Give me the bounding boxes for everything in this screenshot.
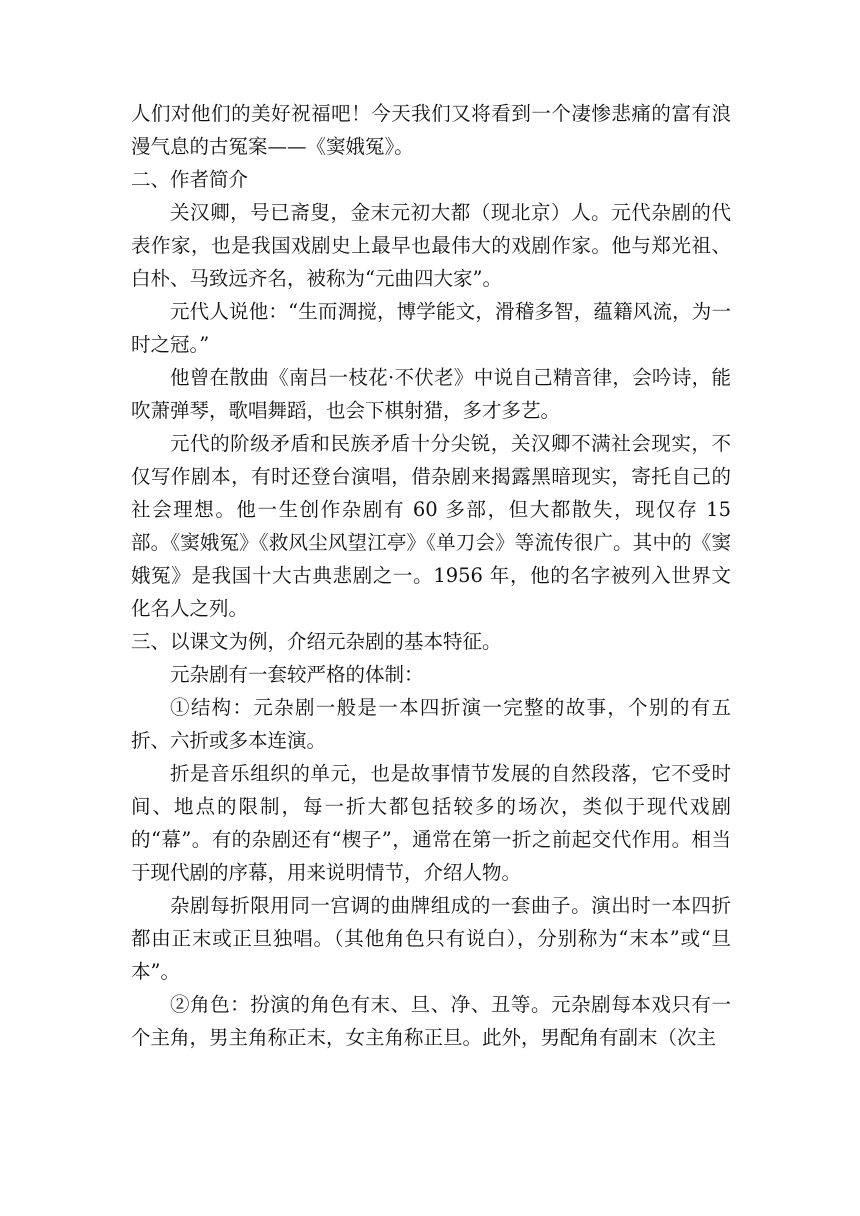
paragraph-system-intro: 元杂剧有一套较严格的体制： xyxy=(170,663,424,686)
section-heading-zaju: 三、以课文为例，介绍元杂剧的基本特征。 xyxy=(131,630,502,653)
paragraph-roles: ②角色：扮演的角色有末、旦、净、丑等。元杂剧每本戏只有一个主角，男主角称正末，女主角称正旦。此外，男配角有副末（次主 xyxy=(131,993,731,1049)
paragraph-contemporary-view: 元代人说他：“生而淍搅，博学能文，滑稽多智，蕴籍风流，为一时之冠。” xyxy=(131,300,731,356)
paragraph-structure: ①结构：元杂剧一般是一本四折演一完整的故事，个别的有五折、六折或多本连演。 xyxy=(131,696,731,752)
paragraph-intro-continuation: 人们对他们的美好祝福吧！今天我们又将看到一个凄惨悲痛的富有浪漫气息的古冤案——《窦娥冤》。 xyxy=(131,102,731,158)
paragraph-author-bio: 关汉卿，号已斋叟，金末元初大都（现北京）人。元代杂剧的代表作家，也是我国戏剧史上最早也最伟大的戏剧作家。他与郑光祖、白朴、马致远齐名，被称为“元曲四大家”。 xyxy=(131,201,731,290)
paragraph-works: 元代的阶级矛盾和民族矛盾十分尖锐，关汉卿不满社会现实，不仅写作剧本，有时还登台演唱，借杂剧来揭露黑暗现实，寄托自己的社会理想。他一生创作杂剧有 60 多部，但大都散失，现仅存 15 部。《窦娥冤》《救风尘风望江亭》《单刀会》等流传很广。其中的《窦娥冤》是我国十大古典悲剧之一。1956 年，他的名字被列入世界文化名人之列。 xyxy=(131,432,731,620)
document-body xyxy=(131,97,731,1054)
paragraph-singing: 杂剧每折限用同一宫调的曲牌组成的一套曲子。演出时一本四折都由正末或正旦独唱。（其他角色只有说白），分别称为“末本”或“旦本”。 xyxy=(131,894,731,983)
section-heading-author: 二、作者简介 xyxy=(131,168,249,191)
paragraph-zhe-unit: 折是音乐组织的单元，也是故事情节发展的自然段落，它不受时间、地点的限制，每一折大都包括较多的场次，类似于现代戏剧的“幕”。有的杂剧还有“楔子”，通常在第一折之前起交代作用。相当于现代剧的序幕，用来说明情节，介绍人物。 xyxy=(131,762,731,884)
paragraph-talents: 他曾在散曲《南吕一枝花·不伏老》中说自己精音律，会吟诗，能吹萧弹琴，歌唱舞蹈，也会下棋射猎，多才多艺。 xyxy=(131,366,731,422)
